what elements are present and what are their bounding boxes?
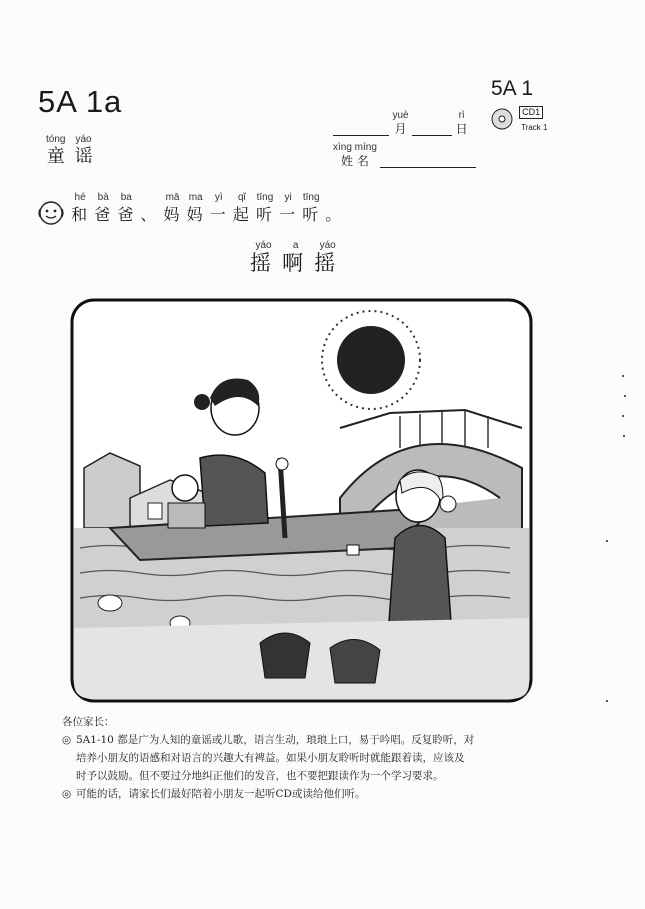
cd-label: CD1 bbox=[519, 106, 543, 119]
parent-notes bbox=[62, 713, 622, 803]
name-blank[interactable] bbox=[380, 155, 476, 168]
day-blank[interactable] bbox=[412, 123, 452, 136]
instr-char: 。 bbox=[325, 205, 344, 224]
cd-track: Track 1 bbox=[521, 123, 548, 132]
instr-char: 、 bbox=[140, 205, 159, 224]
note-item-line: 培养小朋友的语感和对语言的兴趣大有裨益。如果小朋友聆听时就能跟着读，应该及 bbox=[76, 752, 465, 764]
lesson-code-small: 5A 1 bbox=[491, 77, 534, 100]
name-field: xìng míng 姓 名 bbox=[333, 142, 476, 168]
instr-char: tīng 听 bbox=[255, 192, 274, 224]
instr-char: hé 和 bbox=[71, 192, 90, 224]
instruction-line bbox=[38, 192, 343, 226]
note-item: ◎ 可能的话，请家长们最好陪着小朋友一起听CD或读给他们听。 bbox=[62, 788, 366, 800]
date-field: yuè 月 rì 日 bbox=[333, 110, 468, 136]
section-title: tóng 童 yáo 谣 bbox=[46, 134, 93, 167]
boat-illustration bbox=[70, 298, 533, 703]
listen-face-icon bbox=[38, 200, 64, 226]
cd-icon bbox=[490, 107, 514, 131]
instr-char: mā 妈 bbox=[163, 192, 182, 224]
note-item-line: 时予以鼓励。但不要过分地纠正他们的发音，也不要把跟读作为一个学习要求。 bbox=[76, 770, 444, 782]
cd-badge bbox=[490, 104, 547, 133]
instr-char: yì 一 bbox=[209, 192, 228, 224]
instr-char: tīng 听 bbox=[302, 192, 321, 224]
month-blank[interactable] bbox=[333, 123, 389, 136]
lesson-code-large: 5A 1a bbox=[38, 84, 123, 119]
instr-char: bà 爸 bbox=[94, 192, 113, 224]
song-title: yáo 摇 a 啊 yáo 摇 bbox=[250, 240, 342, 275]
instr-char: ma 妈 bbox=[186, 192, 205, 224]
instr-char: yi 一 bbox=[279, 192, 298, 224]
instr-char: qǐ 起 bbox=[232, 192, 251, 224]
notes-heading: 各位家长： bbox=[62, 716, 115, 728]
note-item: ◎ 5A1-10 都是广为人知的童谣或儿歌，语言生动，琅琅上口，易于吟唱。反复聆听，对 bbox=[62, 734, 475, 746]
instr-char: ba 爸 bbox=[117, 192, 136, 224]
